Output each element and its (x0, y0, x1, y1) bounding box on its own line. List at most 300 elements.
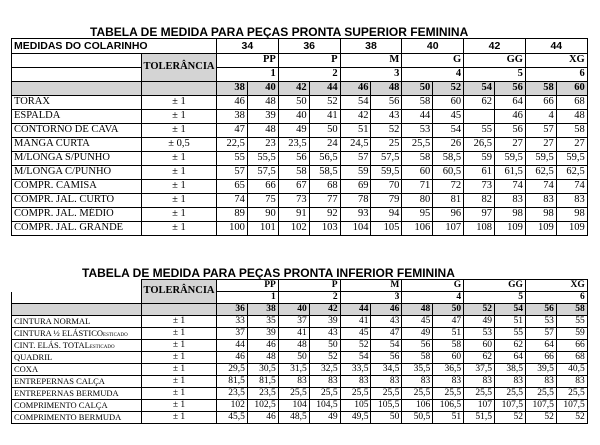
value-cell: 46 (495, 110, 526, 124)
value-cell: 43 (371, 316, 402, 328)
column-header: 38 (217, 82, 248, 96)
value-cell: 53 (402, 124, 433, 138)
value-cell: 81,5 (217, 376, 248, 388)
value-cell: 25,5 (402, 138, 433, 152)
row-label-text: MANGA CURTA (14, 138, 90, 150)
tolerance-cell: ± 1 (142, 96, 217, 110)
table-row (12, 340, 588, 352)
value-cell: 83 (371, 376, 402, 388)
value-cell: 45 (433, 110, 464, 124)
row-label-text: QUADRIL (14, 352, 53, 362)
tolerance-header: TOLERÂNCIA (142, 280, 217, 304)
collar-size: 34 (217, 39, 279, 54)
value-cell: 54 (340, 96, 371, 110)
value-cell: 50 (371, 412, 402, 424)
value-cell: 27 (556, 138, 587, 152)
value-cell: 98 (556, 208, 587, 222)
value-cell: 109 (525, 222, 556, 236)
size-group: M (340, 280, 402, 292)
value-cell: 33 (217, 316, 248, 328)
value-cell: 39 (309, 316, 340, 328)
value-cell: 23,5 (217, 388, 248, 400)
value-cell: 44 (402, 110, 433, 124)
value-cell: 66 (525, 96, 556, 110)
value-cell: 49 (278, 124, 309, 138)
value-cell: 25,5 (525, 388, 556, 400)
value-cell: 46 (217, 352, 248, 364)
value-cell: 104,5 (309, 400, 340, 412)
row-label-text: COMPR. JAL. GRANDE (14, 222, 124, 234)
value-cell: 55 (495, 328, 526, 340)
value-cell: 33,5 (340, 364, 371, 376)
value-cell: 56 (402, 340, 433, 352)
value-cell: 74 (217, 194, 248, 208)
table-row (12, 138, 588, 152)
value-cell: 32,5 (309, 364, 340, 376)
row-label (12, 388, 142, 400)
value-cell: 58 (433, 340, 464, 352)
value-cell: 59,5 (495, 152, 526, 166)
value-cell: 49 (309, 412, 340, 424)
column-header: 48 (402, 304, 433, 316)
value-cell: 56,5 (309, 152, 340, 166)
size-number: 4 (402, 292, 464, 304)
value-cell: 24 (309, 138, 340, 152)
value-cell: 43 (371, 110, 402, 124)
value-cell: 83 (525, 376, 556, 388)
tolerance-cell: ± 1 (142, 152, 217, 166)
table-row (12, 110, 588, 124)
row-label (12, 180, 142, 194)
table2-title: TABELA DE MEDIDA PARA PEÇAS PRONTA INFERIOR FEMININA (82, 266, 455, 280)
value-cell: 25,5 (340, 388, 371, 400)
value-cell: 36,5 (433, 364, 464, 376)
value-cell: 61,5 (495, 166, 526, 180)
value-cell: 92 (309, 208, 340, 222)
value-cell: 83 (495, 194, 526, 208)
value-cell: 50,5 (402, 412, 433, 424)
value-cell: 52 (309, 96, 340, 110)
value-cell: 58,5 (433, 152, 464, 166)
value-cell: 64 (525, 340, 556, 352)
value-cell: 102 (217, 400, 248, 412)
value-cell: 81,5 (247, 376, 278, 388)
value-cell: 75 (247, 194, 278, 208)
row-label-text: COMPR. CAMISA (14, 180, 97, 192)
value-cell: 44 (217, 340, 248, 352)
value-cell: 47 (217, 124, 248, 138)
value-cell: 37 (278, 316, 309, 328)
value-cell: 80 (402, 194, 433, 208)
value-cell: 60 (464, 340, 495, 352)
row-label (12, 376, 142, 388)
value-cell: 26,5 (464, 138, 495, 152)
tolerance-cell: ± 1 (142, 316, 217, 328)
column-header: 38 (247, 304, 278, 316)
column-header: 50 (402, 82, 433, 96)
value-cell: 56 (495, 124, 526, 138)
value-cell: 25,5 (433, 388, 464, 400)
value-cell: 54 (340, 352, 371, 364)
size-number-row (12, 68, 588, 82)
tolerance-cell: ± 1 (142, 222, 217, 236)
value-cell: 81 (433, 194, 464, 208)
row-label-text: CINTURA NORMAL (14, 316, 91, 326)
column-header: 58 (556, 304, 587, 316)
size-group-row (12, 280, 588, 292)
value-cell: 46 (247, 340, 278, 352)
size-number: 2 (278, 68, 340, 82)
row-label-text: COMPRIMENTO CALÇA (14, 400, 108, 410)
row-label (12, 412, 142, 424)
column-header-row (12, 82, 588, 96)
value-cell: 89 (217, 208, 248, 222)
size-group: P (278, 280, 340, 292)
value-cell: 61 (464, 166, 495, 180)
table-row (12, 412, 588, 424)
table-row (12, 166, 588, 180)
row-label-text: M/LONGA S/PUNHO (14, 152, 110, 164)
value-cell: 108 (464, 222, 495, 236)
size-group: GG (464, 280, 526, 292)
table-row (12, 208, 588, 222)
value-cell: 52 (340, 340, 371, 352)
value-cell: 47 (371, 328, 402, 340)
value-cell: 48 (247, 124, 278, 138)
value-cell: 25,5 (464, 388, 495, 400)
column-header: 42 (278, 82, 309, 96)
value-cell: 58 (402, 352, 433, 364)
value-cell: 64 (495, 96, 526, 110)
value-cell: 57,5 (371, 152, 402, 166)
value-cell: 48 (278, 340, 309, 352)
value-cell: 62,5 (556, 166, 587, 180)
row-label (12, 364, 142, 376)
row-label (12, 316, 142, 328)
value-cell: 51 (495, 316, 526, 328)
value-cell: 109 (556, 222, 587, 236)
value-cell: 60,5 (433, 166, 464, 180)
value-cell: 54 (371, 340, 402, 352)
size-number: 4 (402, 68, 464, 82)
column-header: 56 (495, 82, 526, 96)
value-cell: 45,5 (217, 412, 248, 424)
value-cell: 83 (340, 376, 371, 388)
value-cell: 62 (464, 96, 495, 110)
size-number: 1 (217, 292, 279, 304)
value-cell: 78 (340, 194, 371, 208)
column-header: 52 (433, 82, 464, 96)
value-cell: 82 (464, 194, 495, 208)
size-number: 3 (340, 292, 402, 304)
value-cell: 39 (247, 328, 278, 340)
value-cell: 50 (278, 352, 309, 364)
value-cell: 30,5 (247, 364, 278, 376)
table-row (12, 352, 588, 364)
column-header: 48 (371, 82, 402, 96)
value-cell: 25,5 (371, 388, 402, 400)
value-cell: 102,5 (247, 400, 278, 412)
value-cell: 58 (402, 96, 433, 110)
tolerance-cell: ± 1 (142, 340, 217, 352)
value-cell: 98 (525, 208, 556, 222)
value-cell: 74 (556, 180, 587, 194)
value-cell: 60 (402, 166, 433, 180)
column-header: 44 (340, 304, 371, 316)
value-cell: 53 (525, 316, 556, 328)
value-cell: 57 (525, 124, 556, 138)
value-cell: 50 (309, 124, 340, 138)
value-cell: 55,5 (247, 152, 278, 166)
value-cell: 25,5 (402, 388, 433, 400)
value-cell: 59 (556, 328, 587, 340)
value-cell: 38,5 (495, 364, 526, 376)
table-row (12, 388, 588, 400)
size-group-row (12, 54, 588, 68)
table-row (12, 180, 588, 194)
size-group: P (278, 54, 340, 68)
column-header: 60 (556, 82, 587, 96)
tolerance-cell: ± 1 (142, 180, 217, 194)
value-cell: 66 (247, 180, 278, 194)
tolerance-cell: ± 1 (142, 124, 217, 138)
value-cell: 83 (556, 376, 587, 388)
column-header: 36 (217, 304, 248, 316)
value-cell: 83 (309, 376, 340, 388)
table-row (12, 96, 588, 110)
value-cell: 40,5 (556, 364, 587, 376)
value-cell: 49 (464, 316, 495, 328)
column-header: 40 (247, 82, 278, 96)
value-cell: 104 (340, 222, 371, 236)
tolerance-cell: ± 1 (142, 376, 217, 388)
row-label-text: COMPRIMENTO BERMUDA (14, 412, 122, 422)
value-cell: 62 (464, 352, 495, 364)
row-label (12, 222, 142, 236)
value-cell: 90 (247, 208, 278, 222)
value-cell: 103 (309, 222, 340, 236)
size-group: XG (525, 54, 587, 68)
row-label (12, 124, 142, 138)
value-cell: 83 (402, 376, 433, 388)
value-cell: 25,5 (495, 388, 526, 400)
column-header: 52 (464, 304, 495, 316)
value-cell: 51 (433, 328, 464, 340)
tolerance-cell: ± 1 (142, 412, 217, 424)
value-cell: 48 (556, 110, 587, 124)
value-cell: 40 (278, 110, 309, 124)
value-cell: 37,5 (464, 364, 495, 376)
value-cell: 35 (247, 316, 278, 328)
value-cell: 93 (340, 208, 371, 222)
tolerance-cell: ± 1 (142, 388, 217, 400)
tolerance-header: TOLERÂNCIA (142, 54, 217, 82)
value-cell: 73 (464, 180, 495, 194)
value-cell: 70 (371, 180, 402, 194)
value-cell: 31,5 (278, 364, 309, 376)
tolerance-cell: ± 1 (142, 328, 217, 340)
value-cell: 106 (402, 400, 433, 412)
value-cell: 57 (340, 152, 371, 166)
value-cell: 25,5 (556, 388, 587, 400)
row-label-text: COMPR. JAL. MÉDIO (14, 208, 114, 220)
inferior-size-table (11, 279, 588, 424)
row-label-text: ESPALDA (14, 110, 61, 122)
measure-label: MEDIDAS DO COLARINHO (12, 39, 217, 54)
value-cell: 66 (525, 352, 556, 364)
column-header: 46 (371, 304, 402, 316)
value-cell: 83 (556, 194, 587, 208)
value-cell: 59,5 (371, 166, 402, 180)
row-label-text: ENTREPERNAS BERMUDA (14, 388, 119, 398)
value-cell: 51 (340, 124, 371, 138)
value-cell: 72 (433, 180, 464, 194)
value-cell: 25 (371, 138, 402, 152)
value-cell: 56 (371, 96, 402, 110)
value-cell: 83 (464, 376, 495, 388)
value-cell: 107 (433, 222, 464, 236)
collar-size: 44 (525, 39, 587, 54)
value-cell: 26 (433, 138, 464, 152)
tolerance-cell: ± 1 (142, 194, 217, 208)
row-label-text: COXA (14, 364, 39, 374)
table-row (12, 376, 588, 388)
row-label (12, 208, 142, 222)
value-cell: 4 (525, 110, 556, 124)
table1-title: TABELA DE MEDIDA PARA PEÇAS PRONTA SUPERIOR FEMININA (90, 25, 469, 39)
column-header: 54 (495, 304, 526, 316)
value-cell: 58 (402, 152, 433, 166)
value-cell: 51,5 (464, 412, 495, 424)
value-cell: 58,5 (309, 166, 340, 180)
value-cell: 56 (278, 152, 309, 166)
value-cell: 58 (278, 166, 309, 180)
value-cell: 95 (402, 208, 433, 222)
table-row (12, 364, 588, 376)
value-cell: 101 (247, 222, 278, 236)
row-label-text: M/LONGA C/PUNHO (14, 166, 112, 178)
value-cell: 107,5 (525, 400, 556, 412)
value-cell: 37 (217, 328, 248, 340)
value-cell: 83 (525, 194, 556, 208)
table-row (12, 328, 588, 340)
value-cell: 29,5 (217, 364, 248, 376)
value-cell: 49 (402, 328, 433, 340)
value-cell: 55 (217, 152, 248, 166)
value-cell: 60 (433, 96, 464, 110)
value-cell: 46 (247, 412, 278, 424)
tolerance-cell: ± 1 (142, 110, 217, 124)
row-label-text: COMPR. JAL. CURTO (14, 194, 115, 206)
column-header: 42 (309, 304, 340, 316)
value-cell: 97 (464, 208, 495, 222)
value-cell: 107,5 (556, 400, 587, 412)
value-cell: 27 (495, 138, 526, 152)
size-number-row (12, 292, 588, 304)
row-label-text: CONTORNO DE CAVA (14, 124, 119, 136)
value-cell: 91 (278, 208, 309, 222)
value-cell: 83 (433, 376, 464, 388)
value-cell: 39 (247, 110, 278, 124)
value-cell: 67 (278, 180, 309, 194)
row-label-text: CINT. ELÁS. TOTAL (14, 340, 90, 350)
value-cell: 45 (340, 328, 371, 340)
value-cell: 100 (217, 222, 248, 236)
row-label (12, 166, 142, 180)
value-cell: 23,5 (278, 138, 309, 152)
value-cell: 55 (556, 316, 587, 328)
table-row (12, 400, 588, 412)
value-cell: 57 (525, 328, 556, 340)
value-cell: 98 (495, 208, 526, 222)
value-cell: 49,5 (340, 412, 371, 424)
superior-size-table (11, 38, 588, 236)
value-cell: 105 (371, 222, 402, 236)
size-number: 6 (525, 292, 587, 304)
value-cell: 96 (433, 208, 464, 222)
tolerance-cell: ± 1 (142, 400, 217, 412)
tolerance-cell: ± 1 (142, 166, 217, 180)
value-cell: 57 (217, 166, 248, 180)
value-cell: 73 (278, 194, 309, 208)
value-cell: 52 (371, 124, 402, 138)
column-header: 50 (433, 304, 464, 316)
collar-size: 36 (278, 39, 340, 54)
value-cell: 57,5 (247, 166, 278, 180)
row-label-text: ENTREPERNAS CALÇA (14, 376, 105, 386)
table-row (12, 222, 588, 236)
size-number: 5 (464, 68, 526, 82)
value-cell: 59,5 (556, 152, 587, 166)
value-cell: 107,5 (495, 400, 526, 412)
row-label (12, 352, 142, 364)
value-cell: 56 (371, 352, 402, 364)
collar-size: 42 (464, 39, 526, 54)
value-cell: 52 (495, 412, 526, 424)
table-row (12, 316, 588, 328)
column-header-row (12, 304, 588, 316)
size-group: M (340, 54, 402, 68)
value-cell: 106 (402, 222, 433, 236)
column-header: 58 (525, 82, 556, 96)
value-cell: 62 (495, 340, 526, 352)
value-cell: 54 (433, 124, 464, 138)
column-header: 56 (525, 304, 556, 316)
row-label (12, 400, 142, 412)
value-cell: 68 (556, 352, 587, 364)
row-label (12, 96, 142, 110)
value-cell: 71 (402, 180, 433, 194)
column-header: 54 (464, 82, 495, 96)
row-label (12, 152, 142, 166)
size-number: 1 (217, 68, 279, 82)
value-cell: 77 (309, 194, 340, 208)
value-cell: 68 (556, 96, 587, 110)
tolerance-cell: ± 1 (142, 352, 217, 364)
value-cell: 74 (525, 180, 556, 194)
value-cell: 52 (556, 412, 587, 424)
row-label-text: TORAX (14, 96, 50, 108)
value-cell: 41 (309, 110, 340, 124)
value-cell: 105 (340, 400, 371, 412)
value-cell: 48,5 (278, 412, 309, 424)
value-cell (464, 110, 495, 124)
value-cell: 45 (402, 316, 433, 328)
value-cell: 48 (247, 96, 278, 110)
size-group: PP (217, 280, 279, 292)
value-cell: 79 (371, 194, 402, 208)
size-number: 2 (278, 292, 340, 304)
